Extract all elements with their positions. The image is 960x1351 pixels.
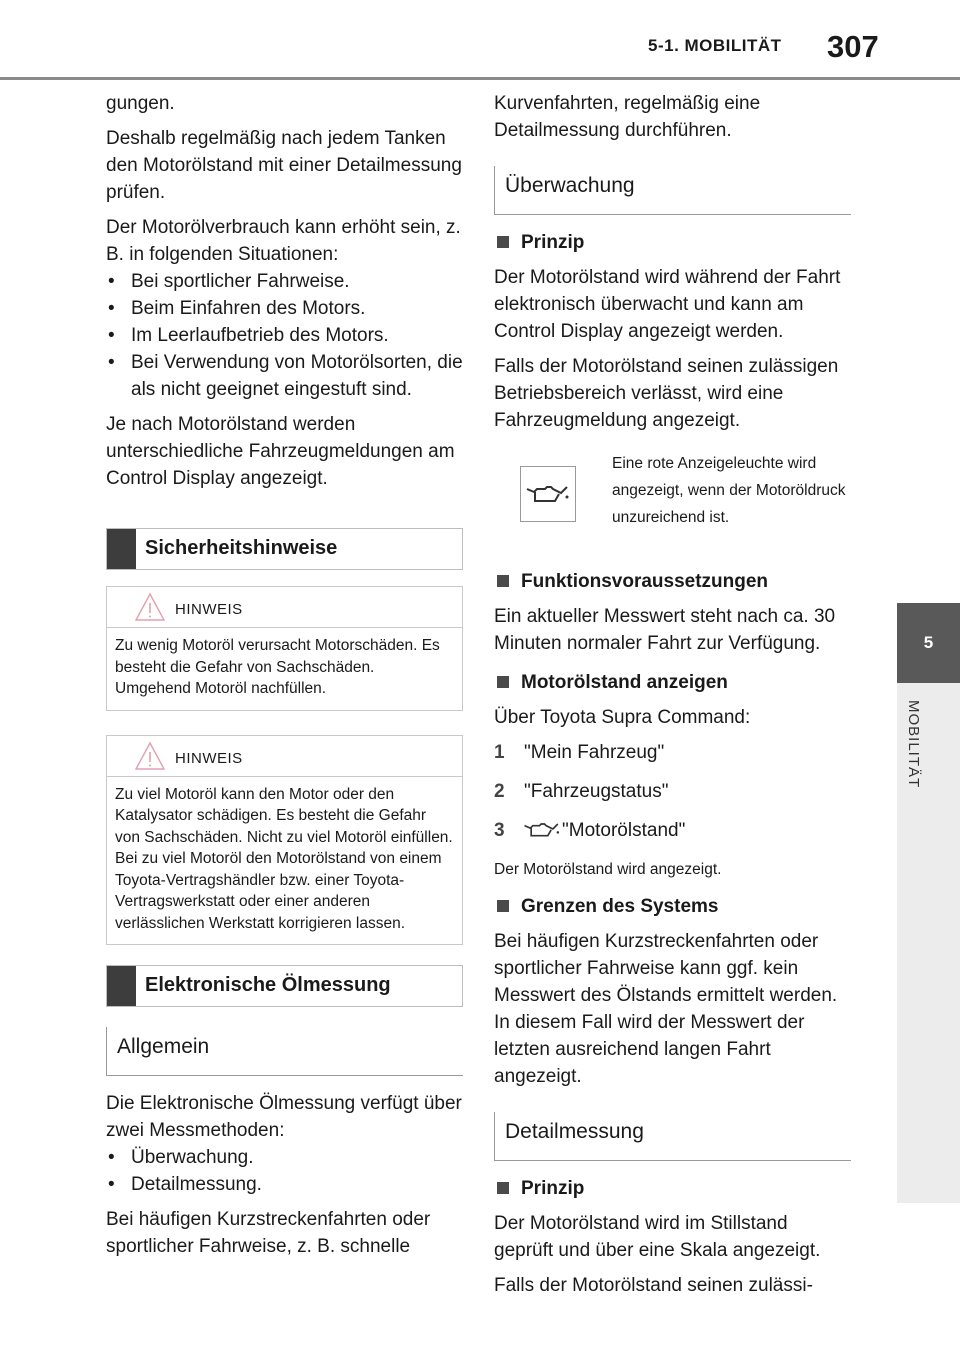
header-section-title: 5-1. MOBILITÄT (648, 36, 782, 55)
paragraph: Falls der Motorölstand seinen zulässigen Betriebsbereich verlässt, wird eine Fahrzeugmeldung angezeigt. (494, 356, 839, 431)
heading-bar (107, 966, 136, 1006)
heading-text: Sicherheitshinweise (145, 537, 338, 559)
step-text: "Motorölstand" (562, 820, 686, 841)
step-number: 3 (494, 820, 505, 841)
notice-header (107, 736, 462, 777)
subheading-text: Allgemein (117, 1035, 210, 1058)
oil-pressure-icon-box (520, 466, 576, 522)
paragraph: Falls der Motorölstand seinen zulässi- (494, 1275, 813, 1296)
topic-heading (494, 669, 851, 696)
info-box (494, 450, 851, 542)
subheading-monitoring (494, 166, 851, 215)
left-column (106, 90, 463, 1268)
step-item (494, 739, 851, 766)
topic-heading (494, 893, 851, 920)
subheading-text: Überwachung (505, 174, 635, 197)
warning-triangle-icon (134, 741, 166, 771)
paragraph: Der Motorölstand wird angezeigt. (494, 861, 722, 878)
topic-heading-text: Prinzip (521, 232, 585, 253)
step-text: "Fahrzeugstatus" (524, 781, 669, 802)
topic-heading-text: Grenzen des Systems (521, 896, 719, 917)
paragraph: Deshalb regelmäßig nach jedem Tanken den Motorölstand mit einer Detailmessung prüfen. (106, 128, 462, 203)
header-rule (0, 77, 960, 80)
paragraph: Über Toyota Supra Command: (494, 707, 751, 728)
info-text: Eine rote Anzeigeleuchte wird angezeigt, wenn der Motoröldruck unzureichend ist. (612, 455, 846, 526)
section-heading-safety (106, 528, 463, 570)
topic-heading-text: Funktionsvoraussetzungen (521, 571, 769, 592)
warning-triangle-icon (134, 592, 166, 622)
paragraph: Je nach Motorölstand werden unterschiedliche Fahrzeugmeldungen am Control Display angezeigt. (106, 414, 455, 489)
chapter-tab: 5 (897, 603, 960, 683)
square-bullet-icon (497, 676, 509, 688)
paragraph: Der Motorölverbrauch kann erhöht sein, z. B. in folgenden Situationen: (106, 217, 461, 265)
square-bullet-icon (497, 236, 509, 248)
paragraph: Ein aktueller Messwert steht nach ca. 30 Minuten normaler Fahrt zur Verfügung. (494, 606, 836, 654)
list-item: • Im Leerlaufbetrieb des Motors. (106, 322, 463, 349)
notice-header (107, 587, 462, 628)
oil-can-icon (525, 481, 571, 505)
step-item (494, 778, 851, 805)
subheading-detail (494, 1112, 851, 1161)
list-item: • Bei Verwendung von Motorölsorten, die als nicht geeignet eingestuft sind. (106, 349, 463, 403)
page-number: 307 (827, 29, 879, 64)
paragraph: Der Motorölstand wird im Stillstand geprüft und über eine Skala angezeigt. (494, 1213, 821, 1261)
paragraph: Bei häufigen Kurzstreckenfahrten oder sportlicher Fahrweise kann ggf. kein Messwert des Ölstands ermittelt werden. In diesem Fall wird der Messwert der letzten ausreichend langen Fahrt angezeigt. (494, 931, 838, 1087)
notice-text: Zu viel Motoröl kann den Motor oder den Katalysator schädigen. Es besteht die Gefahr von Sachschäden. Nicht zu viel Motoröl einfüllen. Bei zu viel Motoröl den Motorölstand von einem Toyota-Vertragshändler bzw. einer Toyota-Vertragswerkstatt oder einer anderen verlässlichen Werkstatt korrigieren lassen. (115, 785, 453, 932)
paragraph: gungen. (106, 93, 175, 114)
list-item: • Bei sportlicher Fahrweise. (106, 268, 463, 295)
notice-box (106, 586, 463, 711)
topic-heading (494, 568, 851, 595)
oil-can-icon (522, 819, 562, 839)
topic-heading-text: Prinzip (521, 1178, 585, 1199)
subheading-general (106, 1027, 463, 1076)
topic-heading (494, 1175, 851, 1202)
notice-label: HINWEIS (175, 749, 243, 767)
heading-text: Elektronische Ölmessung (145, 974, 391, 996)
square-bullet-icon (497, 900, 509, 912)
section-heading-electronic (106, 965, 463, 1007)
bullet-list (106, 268, 463, 403)
topic-heading (494, 229, 851, 256)
list-item: • Beim Einfahren des Motors. (106, 295, 463, 322)
paragraph: Kurvenfahrten, regelmäßig eine Detailmessung durchführen. (494, 93, 761, 141)
bullet-list (106, 1144, 463, 1198)
square-bullet-icon (497, 1182, 509, 1194)
paragraph: Die Elektronische Ölmessung verfügt über zwei Messmethoden: (106, 1093, 462, 1141)
heading-bar (107, 529, 136, 569)
subheading-text: Detailmessung (505, 1120, 644, 1143)
chapter-label: MOBILITÄT (905, 700, 922, 789)
step-item (494, 817, 851, 844)
notice-label: HINWEIS (175, 601, 243, 618)
topic-heading-text: Motorölstand anzeigen (521, 672, 728, 693)
notice-box (106, 735, 463, 946)
list-item: • Detailmessung. (106, 1171, 463, 1198)
paragraph: Der Motorölstand wird während der Fahrt elektronisch überwacht und kann am Control Display angezeigt werden. (494, 267, 841, 342)
list-item: • Überwachung. (106, 1144, 463, 1171)
step-number: 2 (494, 781, 505, 802)
square-bullet-icon (497, 575, 509, 587)
step-number: 1 (494, 742, 505, 763)
step-text: "Mein Fahrzeug" (524, 742, 665, 763)
paragraph: Bei häufigen Kurzstreckenfahrten oder sportlicher Fahrweise, z. B. schnelle (106, 1209, 431, 1257)
notice-text: Zu wenig Motoröl verursacht Motorschäden. Es besteht die Gefahr von Sachschäden. Umgehend Motoröl nachfüllen. (115, 637, 440, 697)
right-column (494, 90, 851, 1307)
